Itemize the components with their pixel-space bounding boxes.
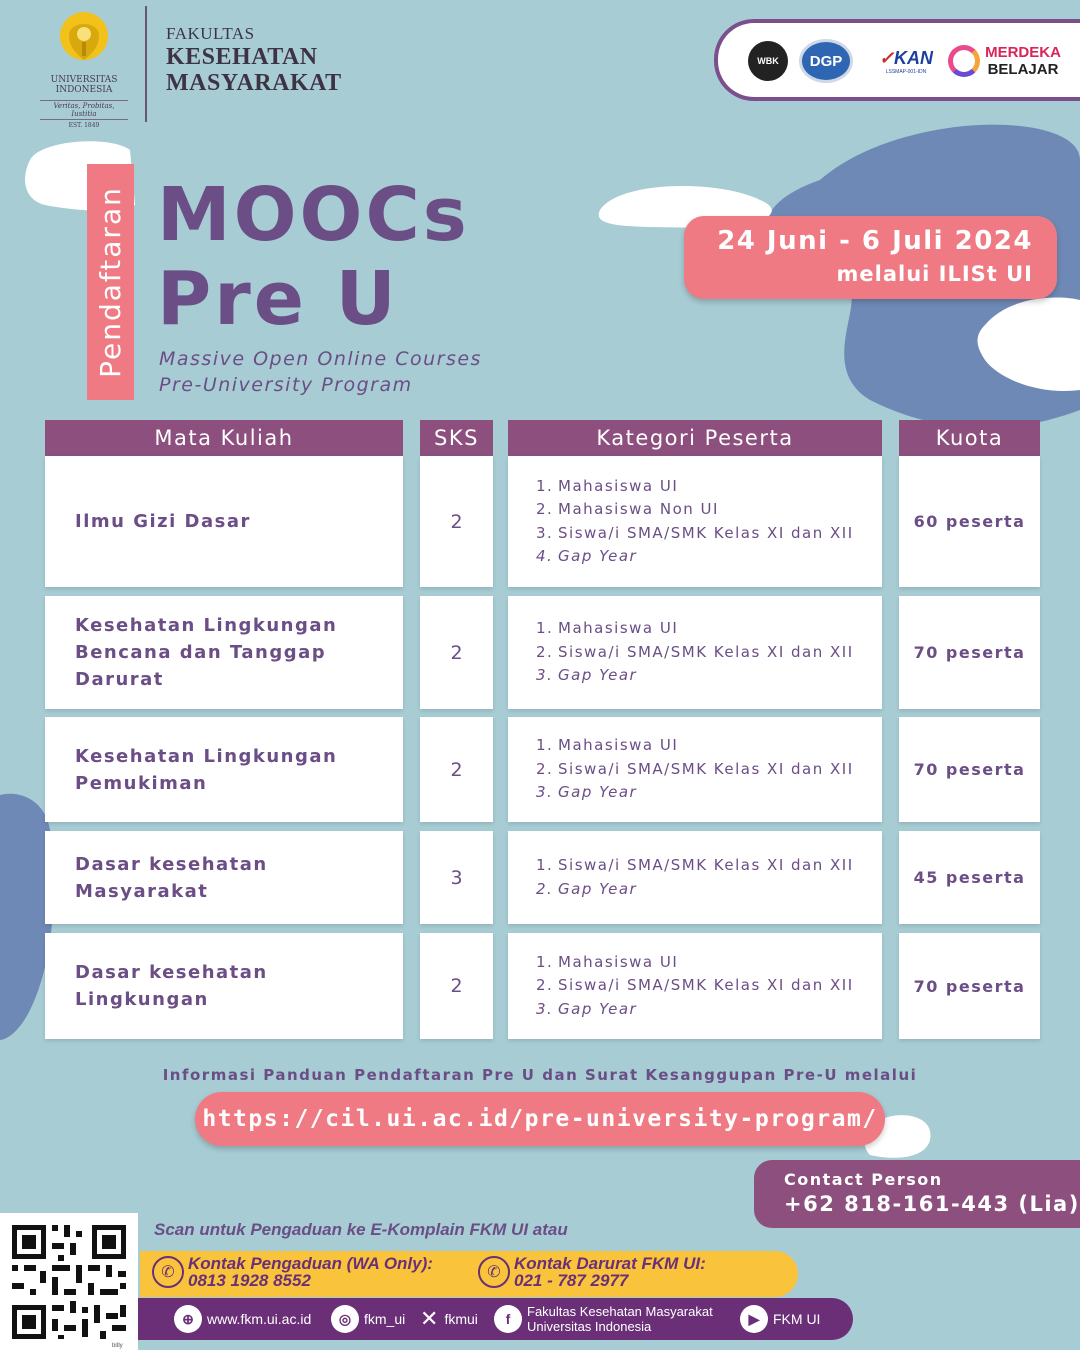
website-text: www.fkm.ui.ac.id: [207, 1311, 312, 1327]
list-item: 1. Mahasiswa UI: [536, 619, 679, 638]
contact-label: Contact Person: [784, 1170, 943, 1189]
row3-categories: [508, 717, 882, 822]
row5-quota: 70 peserta: [899, 933, 1040, 1039]
header-course: Mata Kuliah: [45, 420, 403, 456]
faculty-name-line1: KESEHATAN: [166, 44, 318, 70]
pendaftaran-label: Pendaftaran: [94, 186, 127, 378]
emergency-contact[interactable]: [478, 1255, 706, 1289]
row2-course: Kesehatan Lingkungan Bencana dan Tanggap Darurat: [45, 596, 403, 709]
x-link[interactable]: [420, 1298, 478, 1340]
subtitle-line1: Massive Open Online Courses: [159, 348, 482, 370]
list-item: 3. Gap Year: [536, 666, 638, 685]
globe-icon: ⊕: [174, 1305, 202, 1333]
faculty-name: [166, 44, 342, 96]
qr-code[interactable]: [0, 1213, 138, 1350]
scan-text: Scan untuk Pengaduan ke E-Komplain FKM UI atau: [154, 1220, 568, 1239]
contact-person-box: [754, 1160, 1080, 1228]
list-item: 2. Siswa/i SMA/SMK Kelas XI dan XII: [536, 642, 854, 661]
belajar-text: BELAJAR: [987, 61, 1059, 78]
row4-categories: [508, 831, 882, 924]
row1-credits: 2: [420, 456, 493, 587]
facebook-icon: f: [494, 1305, 522, 1333]
university-name: UNIVERSITAS INDONESIA: [50, 75, 118, 95]
instagram-text: fkm_ui: [364, 1311, 406, 1327]
list-item: 2. Gap Year: [536, 879, 638, 898]
row2-categories: [508, 596, 882, 709]
kan-badge-subtext: LSSMAP-001-IDN: [885, 68, 927, 75]
title-line2: Pre U: [157, 256, 399, 342]
row3-quota: 70 peserta: [899, 717, 1040, 822]
faculty-name-line2: MASYARAKAT: [166, 70, 342, 96]
instagram-link[interactable]: [331, 1298, 405, 1340]
merdeka-text: MERDEKA: [985, 44, 1061, 61]
header-quota: Kuota: [899, 420, 1040, 456]
university-established: EST. 1849: [68, 122, 100, 129]
registration-date-box: [684, 216, 1057, 299]
list-item: 2. Mahasiswa Non UI: [536, 500, 719, 518]
row3-course: Kesehatan Lingkungan Pemukiman: [45, 717, 403, 822]
qr-code-icon: [0, 1213, 138, 1350]
registration-via: melalui ILISt UI: [836, 262, 1033, 286]
phone-icon: ✆: [152, 1256, 184, 1288]
complaint-phone: 0813 1928 8552: [188, 1271, 311, 1290]
youtube-text: FKM UI: [773, 1311, 821, 1327]
header-divider: [145, 6, 147, 122]
emergency-label: Kontak Darurat FKM UI:: [514, 1254, 706, 1273]
header-credits: SKS: [420, 420, 493, 456]
dgp-badge: [796, 37, 856, 85]
certification-swirl-icon: [948, 45, 980, 77]
university-motto: Veritas, Probitas, Iustitia: [40, 100, 128, 120]
header-category: Kategori Peserta: [508, 420, 882, 456]
makara-emblem-icon: [55, 6, 113, 70]
row4-course: Dasar kesehatan Masyarakat: [45, 831, 403, 924]
row4-quota: 45 peserta: [899, 831, 1040, 924]
row1-quota: 60 peserta: [899, 456, 1040, 587]
registration-dates: 24 Juni - 6 Juli 2024: [717, 226, 1033, 256]
list-item: 3. Siswa/i SMA/SMK Kelas XI dan XII: [536, 523, 854, 542]
complaint-label: Kontak Pengaduan (WA Only):: [188, 1254, 433, 1273]
accreditation-badges: [714, 19, 1080, 101]
row2-credits: 2: [420, 596, 493, 709]
list-item: 1. Mahasiswa UI: [536, 476, 679, 495]
wbk-badge-text: WBK: [748, 41, 788, 81]
kan-badge-text: ✓KAN: [878, 47, 934, 68]
lembaga-sertifikasi-badge: [944, 37, 984, 85]
row1-course: Ilmu Gizi Dasar: [45, 456, 403, 587]
x-text: fkmui: [444, 1311, 478, 1327]
facebook-text-line2: Universitas Indonesia: [527, 1319, 652, 1334]
row5-course: Dasar kesehatan Lingkungan: [45, 933, 403, 1039]
facebook-link[interactable]: [494, 1298, 713, 1340]
list-item: 4. Gap Year: [536, 547, 638, 565]
dgp-badge-text: DGP: [799, 39, 853, 83]
emergency-phone: 021 - 787 2977: [514, 1271, 629, 1290]
row5-categories: [508, 933, 882, 1039]
list-item: 1. Siswa/i SMA/SMK Kelas XI dan XII: [536, 856, 854, 874]
row5-credits: 2: [420, 933, 493, 1039]
list-item: 1. Mahasiswa UI: [536, 736, 679, 755]
university-logo: [40, 6, 128, 129]
facebook-text-line1: Fakultas Kesehatan Masyarakat: [527, 1304, 713, 1319]
merdeka-belajar-badge: [985, 37, 1061, 85]
phone-icon: ✆: [478, 1256, 510, 1288]
social-media-bar: [138, 1298, 853, 1340]
youtube-link[interactable]: [740, 1298, 820, 1340]
website-link[interactable]: [174, 1298, 311, 1340]
pendaftaran-label-box: [87, 164, 134, 400]
info-text: Informasi Panduan Pendaftaran Pre U dan Surat Kesanggupan Pre-U melalui: [162, 1066, 918, 1084]
list-item: 1. Mahasiswa UI: [536, 952, 679, 971]
page-subtitle: [159, 346, 482, 398]
kan-badge: [876, 37, 936, 85]
row1-categories: [508, 456, 882, 587]
registration-url-link[interactable]: https://cil.ui.ac.id/pre-university-program/: [195, 1092, 885, 1146]
list-item: 3. Gap Year: [536, 783, 638, 802]
youtube-icon: ▶: [740, 1305, 768, 1333]
page-title: [157, 173, 470, 341]
title-line1: MOOCs: [157, 172, 470, 258]
contact-phone[interactable]: +62 818-161-443 (Lia): [784, 1192, 1080, 1216]
wbk-badge: [748, 37, 788, 85]
row4-credits: 3: [420, 831, 493, 924]
qr-caption: bitly: [112, 1343, 123, 1349]
kan-check-icon: ✓: [878, 47, 895, 68]
complaint-contact[interactable]: [152, 1255, 433, 1289]
list-item: 3. Gap Year: [536, 999, 638, 1018]
subtitle-line2: Pre-University Program: [159, 374, 413, 396]
list-item: 2. Siswa/i SMA/SMK Kelas XI dan XII: [536, 759, 854, 778]
complaint-contact-bar: [140, 1251, 798, 1297]
instagram-icon: ◎: [331, 1305, 359, 1333]
faculty-label: FAKULTAS: [166, 24, 255, 43]
row2-quota: 70 peserta: [899, 596, 1040, 709]
row3-credits: 2: [420, 717, 493, 822]
list-item: 2. Siswa/i SMA/SMK Kelas XI dan XII: [536, 976, 854, 995]
x-icon: ✕: [420, 1306, 439, 1331]
